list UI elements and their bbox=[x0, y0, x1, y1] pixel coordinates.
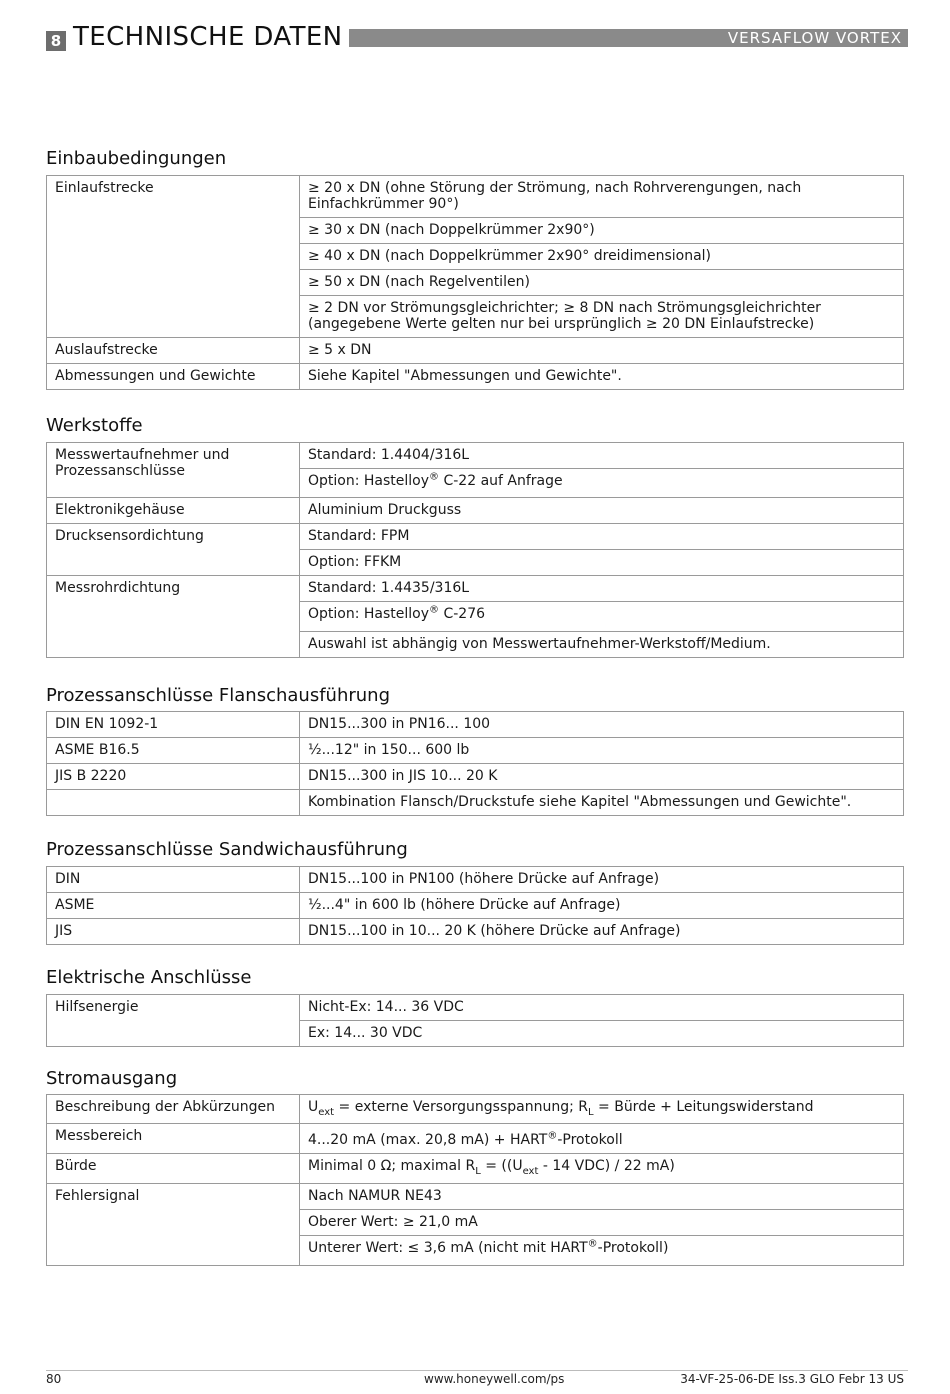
table-value: DN15...100 in 10... 20 K (höhere Drücke auf Anfrage) bbox=[300, 919, 904, 945]
table-row bbox=[47, 712, 904, 738]
page-number: 80 bbox=[46, 1372, 62, 1386]
table-value: Option: Hastelloy® C-276 bbox=[300, 602, 904, 632]
table-row bbox=[47, 738, 904, 764]
table-flansch bbox=[46, 711, 904, 816]
table-row bbox=[47, 176, 904, 218]
table-einbau bbox=[46, 175, 904, 390]
table-key: Hilfsenergie bbox=[47, 995, 300, 1047]
table-row bbox=[47, 893, 904, 919]
table-value: Unterer Wert: ≤ 3,6 mA (nicht mit HART®-Protokoll) bbox=[300, 1236, 904, 1266]
table-value: Minimal 0 Ω; maximal $R_L = ((U_{ext} - 14$ VDC) / 22 mA) bbox=[300, 1154, 904, 1184]
table-werkstoffe bbox=[46, 442, 904, 658]
table-value: Oberer Wert: ≥ 21,0 mA bbox=[300, 1210, 904, 1236]
table-sandwich bbox=[46, 866, 904, 945]
table-value: DN15...100 in PN100 (höhere Drücke auf Anfrage) bbox=[300, 867, 904, 893]
table-value: Standard: FPM bbox=[300, 524, 904, 550]
table-key: Einlaufstrecke bbox=[47, 176, 300, 338]
table-value: ≥ 5 x DN bbox=[300, 338, 904, 364]
table-value: Aluminium Druckguss bbox=[300, 498, 904, 524]
table-row bbox=[47, 764, 904, 790]
table-row bbox=[47, 1095, 904, 1124]
table-key: ASME bbox=[47, 893, 300, 919]
section-title-strom: Stromausgang bbox=[46, 1068, 178, 1089]
table-value: Option: FFKM bbox=[300, 550, 904, 576]
product-name: VERSAFLOW VORTEX bbox=[727, 29, 902, 47]
table-row bbox=[47, 443, 904, 469]
chapter-title: TECHNISCHE DATEN bbox=[73, 22, 343, 52]
table-row bbox=[47, 995, 904, 1021]
table-key: Beschreibung der Abkürzungen bbox=[47, 1095, 300, 1124]
section-title-werkstoffe: Werkstoffe bbox=[46, 415, 143, 436]
table-value: Ex: 14... 30 VDC bbox=[300, 1021, 904, 1047]
table-key: ASME B16.5 bbox=[47, 738, 300, 764]
table-key: DIN EN 1092-1 bbox=[47, 712, 300, 738]
table-value: ≥ 40 x DN (nach Doppelkrümmer 2x90° dreidimensional) bbox=[300, 244, 904, 270]
section-title-flansch: Prozessanschlüsse Flanschausführung bbox=[46, 685, 391, 706]
table-value: Siehe Kapitel "Abmessungen und Gewichte". bbox=[300, 364, 904, 390]
table-key: JIS bbox=[47, 919, 300, 945]
table-value: Nach NAMUR NE43 bbox=[300, 1184, 904, 1210]
table-value: ≥ 2 DN vor Strömungsgleichrichter; ≥ 8 DN nach Strömungsgleichrichter (angegebene Werte gelten nur bei ursprünglich ≥ 20 DN Einlaufstrecke) bbox=[300, 296, 904, 338]
table-value: $U_{ext}$ = externe Versorgungsspannung; $R_L$ = Bürde + Leitungswiderstand bbox=[300, 1095, 904, 1124]
table-key: Abmessungen und Gewichte bbox=[47, 364, 300, 390]
table-key: Fehlersignal bbox=[47, 1184, 300, 1266]
table-elektrisch bbox=[46, 994, 904, 1047]
table-value: ≥ 50 x DN (nach Regelventilen) bbox=[300, 270, 904, 296]
table-key: DIN bbox=[47, 867, 300, 893]
table-row bbox=[47, 338, 904, 364]
table-row bbox=[47, 1184, 904, 1210]
table-key: Elektronikgehäuse bbox=[47, 498, 300, 524]
table-value: DN15...300 in JIS 10... 20 K bbox=[300, 764, 904, 790]
footer-divider bbox=[46, 1370, 908, 1371]
table-row bbox=[47, 919, 904, 945]
table-key: Drucksensordichtung bbox=[47, 524, 300, 576]
chapter-number: 8 bbox=[46, 31, 66, 51]
table-value: ½...4" in 600 lb (höhere Drücke auf Anfrage) bbox=[300, 893, 904, 919]
table-key: JIS B 2220 bbox=[47, 764, 300, 790]
table-row bbox=[47, 867, 904, 893]
table-value: Standard: 1.4435/316L bbox=[300, 576, 904, 602]
table-row bbox=[47, 576, 904, 602]
table-value: 4...20 mA (max. 20,8 mA) + HART®-Protokoll bbox=[300, 1124, 904, 1154]
table-key bbox=[47, 790, 300, 816]
table-row bbox=[47, 790, 904, 816]
page-header bbox=[46, 22, 908, 52]
document-id: 34-VF-25-06-DE Iss.3 GLO Febr 13 US bbox=[680, 1372, 904, 1386]
table-row bbox=[47, 364, 904, 390]
table-value: Standard: 1.4404/316L bbox=[300, 443, 904, 469]
table-row bbox=[47, 524, 904, 550]
table-value: ≥ 20 x DN (ohne Störung der Strömung, nach Rohrverengungen, nach Einfachkrümmer 90°) bbox=[300, 176, 904, 218]
table-value: ½...12" in 150... 600 lb bbox=[300, 738, 904, 764]
table-strom bbox=[46, 1094, 904, 1266]
table-value: ≥ 30 x DN (nach Doppelkrümmer 2x90°) bbox=[300, 218, 904, 244]
table-value: Option: Hastelloy® C-22 auf Anfrage bbox=[300, 469, 904, 498]
table-value: Kombination Flansch/Druckstufe siehe Kapitel "Abmessungen und Gewichte". bbox=[300, 790, 904, 816]
table-key: Messbereich bbox=[47, 1124, 300, 1154]
table-value: Auswahl ist abhängig von Messwertaufnehmer-Werkstoff/Medium. bbox=[300, 632, 904, 658]
table-row bbox=[47, 498, 904, 524]
table-key: Messwertaufnehmer und Prozessanschlüsse bbox=[47, 443, 300, 498]
section-title-einbau: Einbaubedingungen bbox=[46, 148, 227, 169]
table-value: Nicht-Ex: 14... 36 VDC bbox=[300, 995, 904, 1021]
table-value: DN15...300 in PN16... 100 bbox=[300, 712, 904, 738]
section-title-sandwich: Prozessanschlüsse Sandwichausführung bbox=[46, 839, 408, 860]
header-bar bbox=[349, 29, 908, 47]
website-link[interactable]: www.honeywell.com/ps bbox=[424, 1372, 565, 1386]
table-row bbox=[47, 1124, 904, 1154]
table-key: Auslaufstrecke bbox=[47, 338, 300, 364]
section-title-elektrisch: Elektrische Anschlüsse bbox=[46, 967, 252, 988]
table-key: Messrohrdichtung bbox=[47, 576, 300, 658]
table-row bbox=[47, 1154, 904, 1184]
table-key: Bürde bbox=[47, 1154, 300, 1184]
